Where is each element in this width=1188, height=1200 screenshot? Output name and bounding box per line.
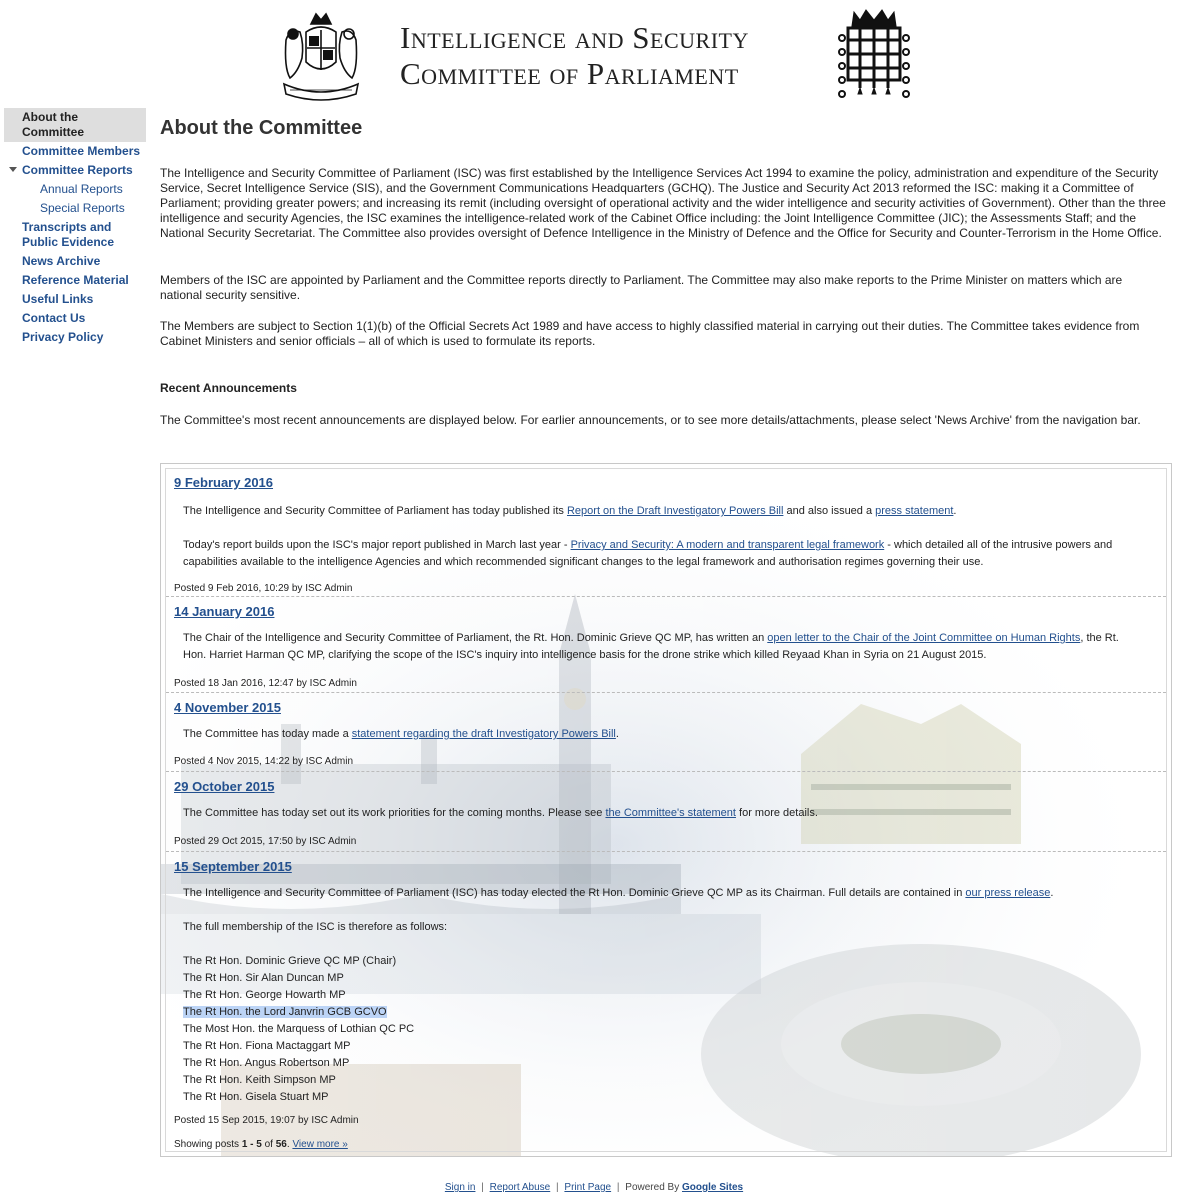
post-body: [183, 805, 1143, 822]
sidebar-item-useful-links[interactable]: Useful Links: [22, 292, 94, 306]
sidebar-item-label: Committee Reports: [22, 163, 133, 177]
member-item: The Rt Hon. Sir Alan Duncan MP: [183, 972, 344, 984]
member-item: The Rt Hon. Gisela Stuart MP: [183, 1091, 329, 1103]
post-title-link[interactable]: 29 October 2015: [174, 779, 275, 794]
post-text: The Intelligence and Security Committee of Parliament (ISC) has today elected the Rt Hon. Dominic Grieve QC MP as its Chairman. Full details are contained in: [183, 887, 966, 899]
sidebar-item-about-the-committee[interactable]: About the Committee: [4, 108, 146, 142]
post-text: The Committee has today set out its work priorities for the coming months. Please see: [183, 807, 606, 819]
member-list: [183, 953, 1143, 1106]
post-paragraph: [183, 537, 1143, 571]
post-text: The Committee has today made a: [183, 728, 352, 740]
sidebar-item-privacy-policy[interactable]: Privacy Policy: [22, 330, 104, 344]
pager-text: of: [261, 1139, 276, 1150]
footer-separator: |: [616, 1182, 620, 1193]
press-statement-link[interactable]: press statement: [875, 505, 954, 517]
post-title-link[interactable]: 4 November 2015: [174, 700, 281, 715]
sidebar-item-transcripts[interactable]: Transcripts and Public Evidence: [22, 220, 115, 249]
announcements-heading: Recent Announcements: [160, 381, 297, 395]
member-item: The Most Hon. the Marquess of Lothian QC PC: [183, 1023, 415, 1035]
post-meta: Posted 4 Nov 2015, 14:22 by ISC Admin: [174, 756, 353, 767]
intro-paragraph-1: The Intelligence and Security Committee of Parliament (ISC) was first established by the Intelligence Services Act 1994 to examine the policy, administration and expenditure of the Security Service, Secret Intelligence Service (SIS), and the Government Communications Headquarters (GCHQ). The Justice and Security Act 2013 reformed the ISC: making it a Committee of Parliament; providing greater powers; and increasing its remit (including oversight of operational activity and the wider intelligence and security activities of Government). Other than the three intelligence and security Agencies, the ISC examines the intelligence-related work of the Cabinet Office including: the Joint Intelligence Committee (JIC); the Assessments Staff; and the National Security Secretariat. The Committee also provides oversight of Defence Intelligence in the Ministry of Defence and the Office for Security and Counter-Terrorism in the Home Office.: [160, 166, 1166, 240]
pager-total: 56: [275, 1139, 287, 1150]
member-item: The Rt Hon. Dominic Grieve QC MP (Chair): [183, 955, 397, 967]
pager-text: .: [286, 1139, 290, 1150]
post-paragraph: [183, 726, 1143, 743]
post-meta: Posted 9 Feb 2016, 10:29 by ISC Admin: [174, 583, 353, 594]
announcements-list: [165, 468, 1167, 1152]
sidebar-item-contact-us[interactable]: Contact Us: [22, 311, 86, 325]
post-body: [183, 885, 1143, 1106]
google-sites-link[interactable]: Google Sites: [681, 1182, 744, 1193]
post-paragraph: The full membership of the ISC is therefore as follows:: [183, 921, 448, 933]
statement-draft-ip-bill-link[interactable]: statement regarding the draft Investigatory Powers Bill: [351, 728, 616, 740]
post-text: The Intelligence and Security Committee of Parliament has today published its: [183, 505, 567, 517]
announcement-post: [166, 853, 1166, 1134]
post-title-link[interactable]: 15 September 2015: [174, 859, 292, 874]
post-title-link[interactable]: 9 February 2016: [174, 475, 274, 490]
post-paragraph: [183, 503, 1143, 520]
post-body: [183, 503, 1143, 571]
expand-triangle-icon[interactable]: [9, 167, 17, 172]
post-text: - which detailed all of the intrusive powers and capabilities available to the intelligence Agencies and which recommended significant changes to the legal framework and authorisation regimes governing their use.: [183, 539, 1113, 568]
sidebar-nav: [4, 108, 146, 347]
sidebar-item-news-archive[interactable]: News Archive: [22, 254, 101, 268]
announcement-post: [166, 598, 1166, 693]
post-body: [183, 726, 1143, 743]
portcullis-icon: [836, 8, 912, 104]
open-letter-link[interactable]: open letter to the Chair of the Joint Committee on Human Rights: [767, 632, 1081, 644]
post-text: .: [953, 505, 957, 517]
post-title-link[interactable]: 14 January 2016: [174, 604, 275, 619]
post-paragraph: [183, 885, 1143, 902]
site-header: [0, 0, 1188, 108]
post-text: The Chair of the Intelligence and Security Committee of Parliament, the Rt. Hon. Dominic Grieve QC MP, has written an: [183, 632, 768, 644]
post-meta: Posted 18 Jan 2016, 12:47 by ISC Admin: [174, 678, 357, 689]
footer-separator: |: [556, 1182, 559, 1193]
member-item: [183, 1004, 1143, 1021]
sidebar-item-annual-reports[interactable]: Annual Reports: [40, 182, 123, 196]
announcement-post: [166, 469, 1166, 597]
sign-in-link[interactable]: Sign in: [444, 1182, 476, 1193]
report-abuse-link[interactable]: Report Abuse: [489, 1182, 551, 1193]
footer-separator: |: [481, 1182, 484, 1193]
announcements-intro: The Committee's most recent announcements are displayed below. For earlier announcements, or to see more details/attachments, please select 'News Archive' from the navigation bar.: [160, 413, 1141, 427]
post-text: Today's report builds upon the ISC's major report published in March last year -: [183, 539, 571, 551]
site-title-line1: Intelligence and Security: [400, 20, 749, 55]
report-draft-ip-bill-link[interactable]: Report on the Draft Investigatory Powers Bill: [566, 505, 784, 517]
post-text: .: [615, 728, 619, 740]
print-page-link[interactable]: Print Page: [564, 1182, 612, 1193]
main-content: [160, 108, 1172, 427]
privacy-and-security-link[interactable]: Privacy and Security: A modern and transparent legal framework: [570, 539, 885, 551]
post-meta: Posted 15 Sep 2015, 19:07 by ISC Admin: [174, 1115, 359, 1126]
sidebar-item-reference-material[interactable]: Reference Material: [22, 273, 129, 287]
post-body: [183, 630, 1143, 664]
post-text: and also issued a: [783, 505, 876, 517]
announcement-post: [166, 694, 1166, 772]
post-paragraph: [183, 630, 1143, 664]
committees-statement-link[interactable]: the Committee's statement: [605, 807, 736, 819]
announcement-post: [166, 773, 1166, 852]
sidebar-item-committee-members[interactable]: Committee Members: [22, 144, 141, 158]
intro-paragraph-2: Members of the ISC are appointed by Parliament and the Committee reports directly to Parliament. The Committee may also make reports to the Prime Minister on matters which are national security sensitive.: [160, 273, 1123, 302]
post-text: , the Rt. Hon. Harriet Harman QC MP, clarifying the scope of the ISC's inquiry into intelligence basis for the drone strike which killed Reyaad Khan in Syria on 21 August 2015.: [183, 632, 1119, 661]
announcements-box: [160, 463, 1172, 1157]
post-text: .: [1050, 887, 1054, 899]
page-title: About the Committee: [160, 117, 363, 139]
site-footer: [0, 1182, 1188, 1193]
member-item: The Rt Hon. Keith Simpson MP: [183, 1074, 336, 1086]
selected-text: The Rt Hon. the Lord Janvrin GCB GCVO: [183, 1006, 387, 1018]
post-text: for more details.: [735, 807, 818, 819]
site-title-line2: Committee of Parliament: [400, 56, 739, 91]
view-more-link[interactable]: View more »: [292, 1139, 348, 1150]
member-item: The Rt Hon. Fiona Mactaggart MP: [183, 1040, 351, 1052]
site-title: [400, 20, 820, 92]
pager-range: 1 - 5: [241, 1139, 262, 1150]
our-press-release-link[interactable]: our press release: [965, 887, 1051, 899]
powered-by-label: Powered By: [625, 1182, 680, 1193]
sidebar-item-committee-reports[interactable]: [4, 161, 146, 180]
intro-paragraph-3: The Members are subject to Section 1(1)(b) of the Official Secrets Act 1989 and have access to highly classified material in carrying out their duties. The Committee takes evidence from Cabinet Ministers and senior officials – all of which is used to formulate its reports.: [160, 319, 1140, 348]
pager-status: [174, 1139, 348, 1150]
member-item: The Rt Hon. George Howarth MP: [183, 989, 346, 1001]
member-item: The Rt Hon. Angus Robertson MP: [183, 1057, 350, 1069]
post-paragraph: [183, 805, 1143, 822]
sidebar-item-special-reports[interactable]: Special Reports: [40, 201, 125, 215]
post-meta: Posted 29 Oct 2015, 17:50 by ISC Admin: [174, 836, 357, 847]
royal-coat-of-arms-icon: [276, 10, 366, 102]
pager-text: Showing posts: [174, 1139, 242, 1150]
